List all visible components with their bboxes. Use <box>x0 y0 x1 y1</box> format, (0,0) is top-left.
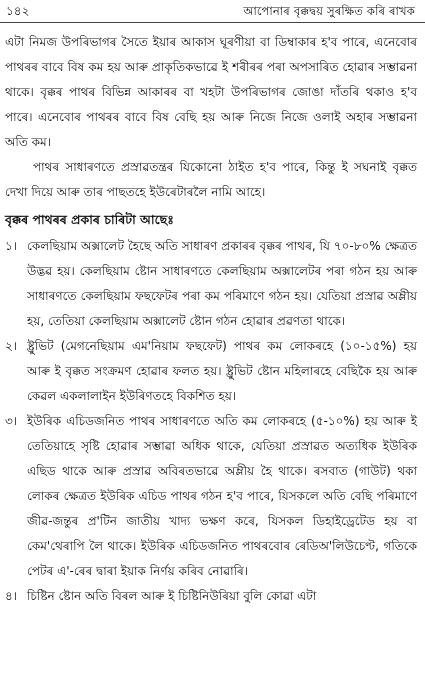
list-item <box>5 234 417 334</box>
section-heading: বৃক্কৰ পাথৰৰ প্ৰকাৰ চাৰিটা আছেঃ <box>5 212 174 227</box>
list-item-number: ১। <box>5 239 18 253</box>
list-item-text: ষ্ট্ৰুভিট (মেগনেছিয়াম এম'নিয়াম ফছফেট) পাথৰ কম লোকৰহে (১০-১৫%) হয় আৰু ই বৃক্কত সংক্ৰমণ হোৱাৰ ফলত হয়। ষ্ট্ৰুভিট ষ্টোন মহিলাৰহে বেছিকৈ হয় আৰু কেৱল একলালাইন ইউৰিণতহে বিকশিত হয়। <box>27 339 417 403</box>
list-item-number: ৩। <box>5 414 18 428</box>
page-body <box>5 30 417 609</box>
list-item <box>5 334 417 409</box>
page-number: ১৪২ <box>6 4 30 18</box>
list-item-number: ৪। <box>5 589 18 603</box>
paragraph-1: এটা নিমজ উপৰিভাগৰ সৈতে ইয়াৰ আকাস ঘূৰণীয়া বা ডিম্বাকাৰ হ'ব পাৰে, এনেবোৰ পাথৰৰ বাবে বিষ কম হয় আৰু প্ৰাকৃতিকভাৱে ই শৰীৰৰ পৰা অপসাৰিত হোৱাৰ সম্ভাৱনা থাকে। বৃক্কৰ পাথৰ বিভিন্ন আকাৰৰ বা খহটা উপৰিভাগৰ জোঙা দাঁতৰি থকাও হ'ব পাৰে। এনেবোৰ পাথৰৰ বাবে বিষ বেছি হয় আৰু নিজে নিজে ওলাই অহাৰ সম্ভাৱনা অতি কম। <box>5 35 417 149</box>
list-item-text: চিষ্টিন ষ্টোন অতি বিৰল আৰু ই চিষ্টিনিউৰিয়া বুলি কোৱা এটা <box>27 589 317 603</box>
list-item-number: ২। <box>5 339 18 353</box>
paragraph-2: পাথৰ সাধাৰণতে প্ৰস্ৰাৱতন্ত্ৰৰ যিকোনো ঠাইত হ'ব পাৰে, কিন্তু ই সঘনাই বৃক্কত দেখা দিয়ে আৰু তাৰ পাছতহে ইউৰেটাৰলৈ নামি আহে। <box>5 160 417 199</box>
stone-types-list <box>5 234 417 609</box>
list-item <box>5 409 417 584</box>
list-item-text: ইউৰিক এচিডজনিত পাথৰ সাধাৰণতে অতি কম লোকৰহে (৫-১০%) হয় আৰু ই তেতিয়াহে সৃষ্টি হোৱাৰ সম্ভাৱা অধিক থাকে, যেতিয়া প্ৰস্ৰাৱত অত্যধিক ইউৰিক এছিড থাকে আৰু প্ৰস্ৰাৱ অবিৰতভাৱে অম্লীয় হৈ থাকে। ৰসবাত (গাউট) থকা লোকৰ ক্ষেত্ৰত ইউৰিক এচিড পাথৰ গঠন হ'ব পাৰে, যিসকলে অতি বেছি পৰিমাণে জীৱ-জন্তুৰ প্ৰ'টিন জাতীয় খাদ্য ভক্ষণ কৰে, যিসকল ডিহাইড্ৰেটেড হয় বা কেম'থেৰাপি লৈ থাকে। ইউৰিক এচিডজনিত পাথৰবোৰ ৰেডিঅ'লিউচেণ্ট, গতিকে পেটৰ এ'-ৰেৰ দ্বাৰা ইয়াক নিৰ্ণয় কৰিব নোৱাৰি। <box>27 414 417 578</box>
list-item-text: কেলছিয়াম অক্সালেট হৈছে অতি সাধাৰণ প্ৰকাৰৰ বৃক্কৰ পাথৰ, যি ৭০-৮০% ক্ষেত্ৰত উদ্ভৱ হয়। কেলছিয়াম ষ্টোন সাধাৰণতে কেলছিয়াম অক্সালেটৰ পৰা গঠন হয় আৰু সাধাৰণতে কেলছিয়াম ফছফেটৰ পৰা কম পৰিমাণে গঠন হয়। যেতিয়া প্ৰস্ৰাৱ অম্লীয় হয়, তেতিয়া কেলছিয়াম অক্সালেট ষ্টোন গঠন হোৱাৰ প্ৰৱণতা থাকে। <box>27 239 417 328</box>
list-item <box>5 584 417 609</box>
running-title: আপোনাৰ বৃক্কদ্বয় সুৰক্ষিত কৰি ৰাখক <box>243 4 415 18</box>
page-header <box>0 0 425 23</box>
